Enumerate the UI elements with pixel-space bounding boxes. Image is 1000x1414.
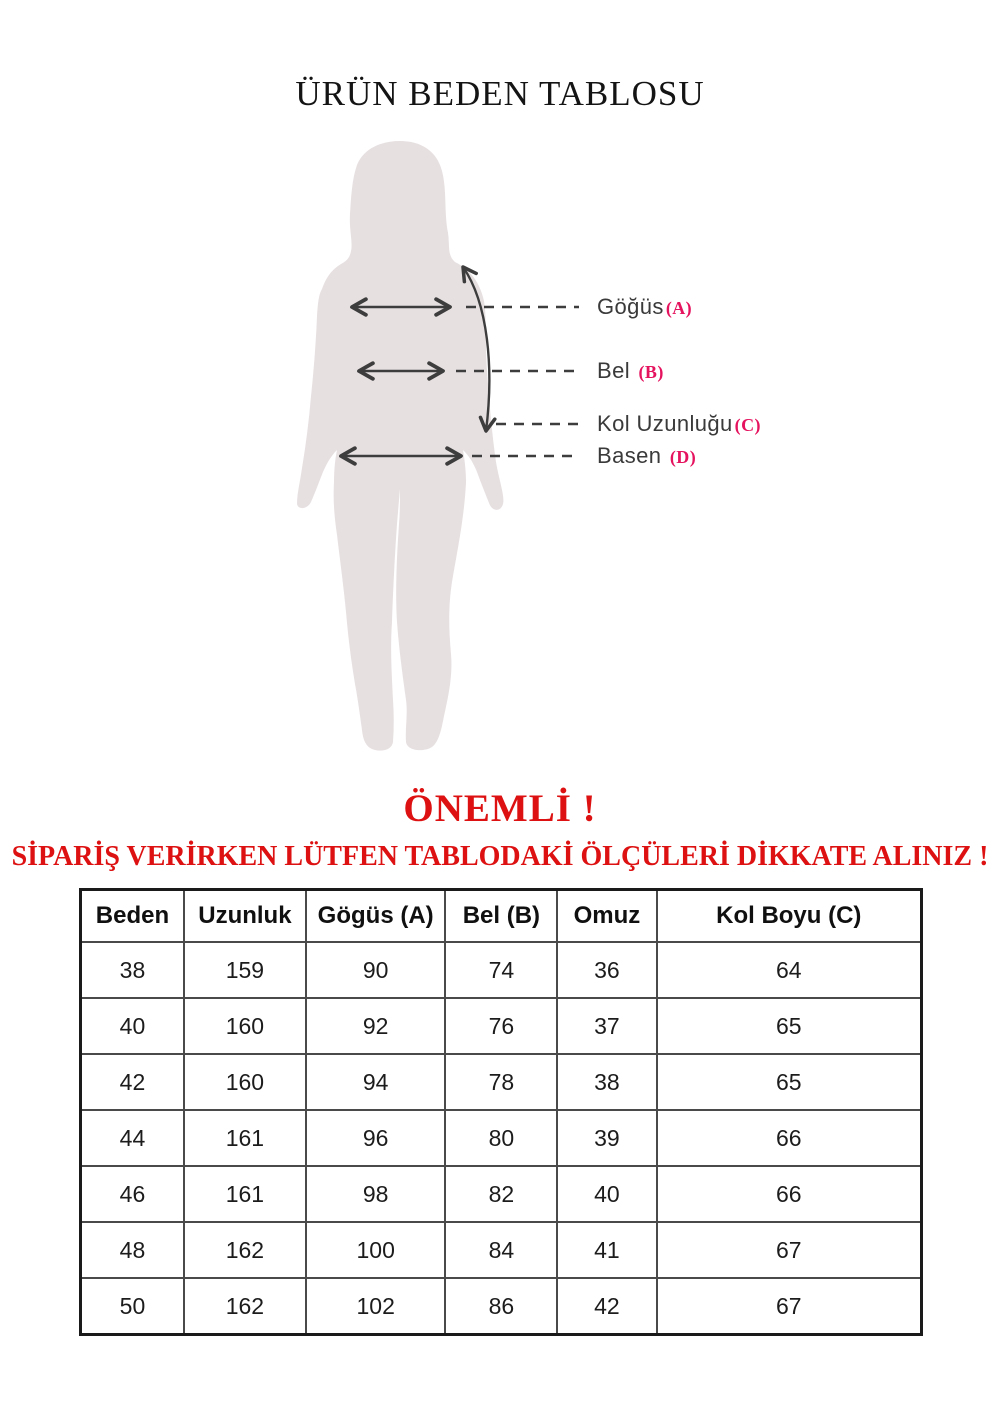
measurement-name: Kol Uzunluğu [597, 411, 733, 436]
table-cell: 159 [184, 942, 306, 998]
table-cell: 46 [81, 1166, 184, 1222]
table-cell: 94 [306, 1054, 446, 1110]
table-cell: 48 [81, 1222, 184, 1278]
table-row [81, 1222, 922, 1278]
table-cell: 161 [184, 1166, 306, 1222]
table-cell: 98 [306, 1166, 446, 1222]
table-cell: 84 [445, 1222, 557, 1278]
table-cell: 100 [306, 1222, 446, 1278]
table-cell: 80 [445, 1110, 557, 1166]
table-cell: 65 [657, 998, 922, 1054]
table-cell: 162 [184, 1278, 306, 1335]
measurement-label-waist [597, 358, 664, 384]
measurement-label-arm-length [597, 411, 761, 437]
table-cell: 40 [81, 998, 184, 1054]
measurement-code: (A) [665, 298, 693, 318]
female-silhouette [297, 141, 503, 751]
table-cell: 78 [445, 1054, 557, 1110]
table-cell: 64 [657, 942, 922, 998]
table-cell: 82 [445, 1166, 557, 1222]
column-header: Beden [81, 890, 184, 943]
measurement-name: Basen [597, 443, 668, 468]
table-cell: 65 [657, 1054, 922, 1110]
table-row [81, 1278, 922, 1335]
measurement-label-hip [597, 443, 696, 469]
table-cell: 36 [557, 942, 656, 998]
table-row [81, 1054, 922, 1110]
table-cell: 96 [306, 1110, 446, 1166]
table-cell: 76 [445, 998, 557, 1054]
table-cell: 42 [557, 1278, 656, 1335]
table-cell: 50 [81, 1278, 184, 1335]
page-title: ÜRÜN BEDEN TABLOSU [295, 74, 705, 113]
table-cell: 41 [557, 1222, 656, 1278]
column-header: Gögüs (A) [306, 890, 446, 943]
warning-subtitle: SİPARİŞ VERİRKEN LÜTFEN TABLODAKİ ÖLÇÜLERİ DİKKATE ALINIZ ! [11, 841, 989, 872]
table-cell: 67 [657, 1222, 922, 1278]
table-cell: 66 [657, 1110, 922, 1166]
table-row [81, 1166, 922, 1222]
table-cell: 74 [445, 942, 557, 998]
table-cell: 67 [657, 1278, 922, 1335]
column-header: Omuz [557, 890, 656, 943]
size-table [79, 888, 923, 1336]
table-row [81, 942, 922, 998]
table-cell: 162 [184, 1222, 306, 1278]
table-cell: 161 [184, 1110, 306, 1166]
table-row [81, 998, 922, 1054]
measurement-code: (B) [638, 362, 664, 382]
column-header: Bel (B) [445, 890, 557, 943]
table-cell: 38 [81, 942, 184, 998]
column-header: Uzunluk [184, 890, 306, 943]
table-cell: 66 [657, 1166, 922, 1222]
measurement-label-chest [597, 294, 692, 320]
table-cell: 90 [306, 942, 446, 998]
table-cell: 160 [184, 1054, 306, 1110]
table-cell: 86 [445, 1278, 557, 1335]
table-cell: 37 [557, 998, 656, 1054]
column-header: Kol Boyu (C) [657, 890, 922, 943]
table-cell: 40 [557, 1166, 656, 1222]
measurement-name: Bel [597, 358, 637, 383]
table-cell: 38 [557, 1054, 656, 1110]
table-cell: 160 [184, 998, 306, 1054]
measurement-name: Göğüs [597, 294, 664, 319]
measurement-code: (D) [669, 447, 697, 467]
table-row [81, 1110, 922, 1166]
table-cell: 92 [306, 998, 446, 1054]
measurement-code: (C) [734, 415, 761, 435]
header-row [81, 890, 922, 943]
table-cell: 44 [81, 1110, 184, 1166]
table-cell: 42 [81, 1054, 184, 1110]
warning-title: ÖNEMLİ ! [403, 787, 597, 830]
table-cell: 102 [306, 1278, 446, 1335]
table-cell: 39 [557, 1110, 656, 1166]
